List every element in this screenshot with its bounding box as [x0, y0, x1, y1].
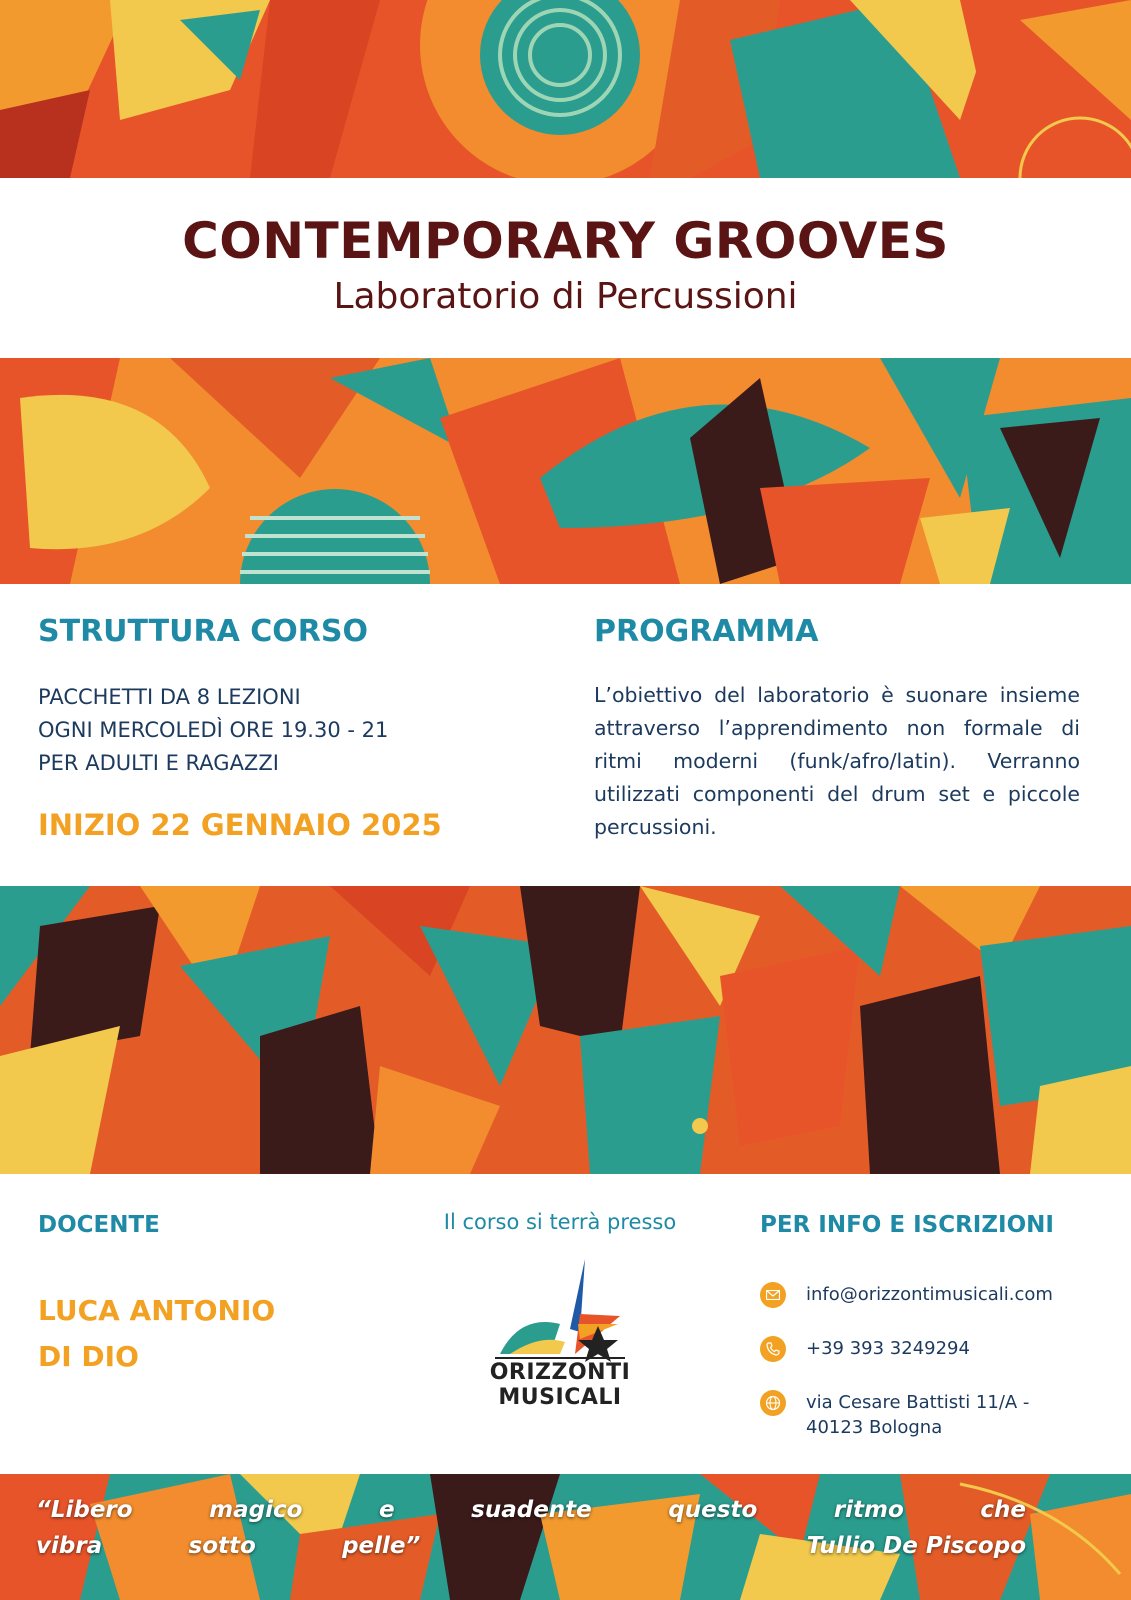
- address-text: [806, 1390, 1029, 1440]
- top-artwork-band: [0, 0, 1131, 178]
- email-text[interactable]: info@orizzontimusicali.com: [806, 1284, 1053, 1305]
- address-line: 40123 Bologna: [806, 1417, 943, 1438]
- program-description: L’obiettivo del laboratorio è suonare insieme attraverso l’apprendimento non formale di ritmi moderni (funk/afro/latin). Verranno utilizzati componenti del drum set e piccole percussioni.: [594, 683, 1080, 839]
- quote-line: [36, 1492, 1026, 1528]
- teacher-heading: DOCENTE: [38, 1212, 160, 1238]
- teacher-section: [38, 1212, 368, 1380]
- contact-email[interactable]: [760, 1282, 1120, 1308]
- program-section: [594, 614, 1080, 844]
- quote-block: [36, 1492, 1026, 1564]
- quote-word: “Libero: [36, 1497, 133, 1523]
- title-block: [0, 178, 1131, 358]
- lower-artwork-band: [0, 886, 1131, 1174]
- quote-author: Tullio De Piscopo: [806, 1533, 1026, 1559]
- list-item: PACCHETTI DA 8 LEZIONI: [38, 685, 301, 709]
- list-item: PER ADULTI E RAGAZZI: [38, 751, 279, 775]
- phone-icon: [760, 1336, 786, 1362]
- start-date: INIZIO 22 GENNAIO 2025: [38, 808, 442, 842]
- contact-heading: PER INFO E ISCRIZIONI: [760, 1212, 1054, 1238]
- quote-word: questo: [668, 1497, 758, 1523]
- mail-icon: [760, 1282, 786, 1308]
- contact-list: [760, 1282, 1120, 1440]
- course-structure-list: [38, 681, 538, 780]
- logo-wordmark: [370, 1360, 750, 1410]
- phone-text[interactable]: +39 393 3249294: [806, 1338, 970, 1359]
- globe-icon: [760, 1390, 786, 1416]
- quote-word: ritmo: [833, 1497, 904, 1523]
- quote-word: vibra: [36, 1533, 103, 1559]
- course-structure-heading: STRUTTURA CORSO: [38, 614, 368, 649]
- address-line: via Cesare Battisti 11/A -: [806, 1392, 1030, 1413]
- teacher-name: [38, 1288, 368, 1380]
- contact-phone[interactable]: [760, 1336, 1120, 1362]
- contact-section: [760, 1212, 1120, 1440]
- orizzonti-musicali-logo-icon: [480, 1254, 640, 1364]
- logo-line: ORIZZONTI: [489, 1360, 631, 1385]
- quote-word: che: [980, 1497, 1026, 1523]
- subtitle: Laboratorio di Percussioni: [333, 276, 798, 317]
- middle-artwork-band: [0, 358, 1131, 584]
- list-item: OGNI MERCOLEDÌ ORE 19.30 - 21: [38, 718, 389, 742]
- venue-section: [370, 1210, 750, 1410]
- teacher-name-line: LUCA ANTONIO: [38, 1294, 276, 1327]
- logo-line: MUSICALI: [498, 1385, 622, 1410]
- quote-word: suadente: [471, 1497, 592, 1523]
- quote-line: [36, 1528, 1026, 1564]
- venue-note: Il corso si terrà presso: [443, 1210, 677, 1234]
- course-structure-section: [38, 614, 538, 842]
- quote-word: sotto: [188, 1533, 256, 1559]
- contact-address: [760, 1390, 1120, 1440]
- program-heading: PROGRAMMA: [594, 614, 819, 649]
- main-title: CONTEMPORARY GROOVES: [182, 212, 949, 270]
- quote-word: pelle”: [342, 1533, 421, 1559]
- quote-word: e: [378, 1497, 395, 1523]
- teacher-name-line: DI DIO: [38, 1340, 139, 1373]
- quote-word: magico: [209, 1497, 303, 1523]
